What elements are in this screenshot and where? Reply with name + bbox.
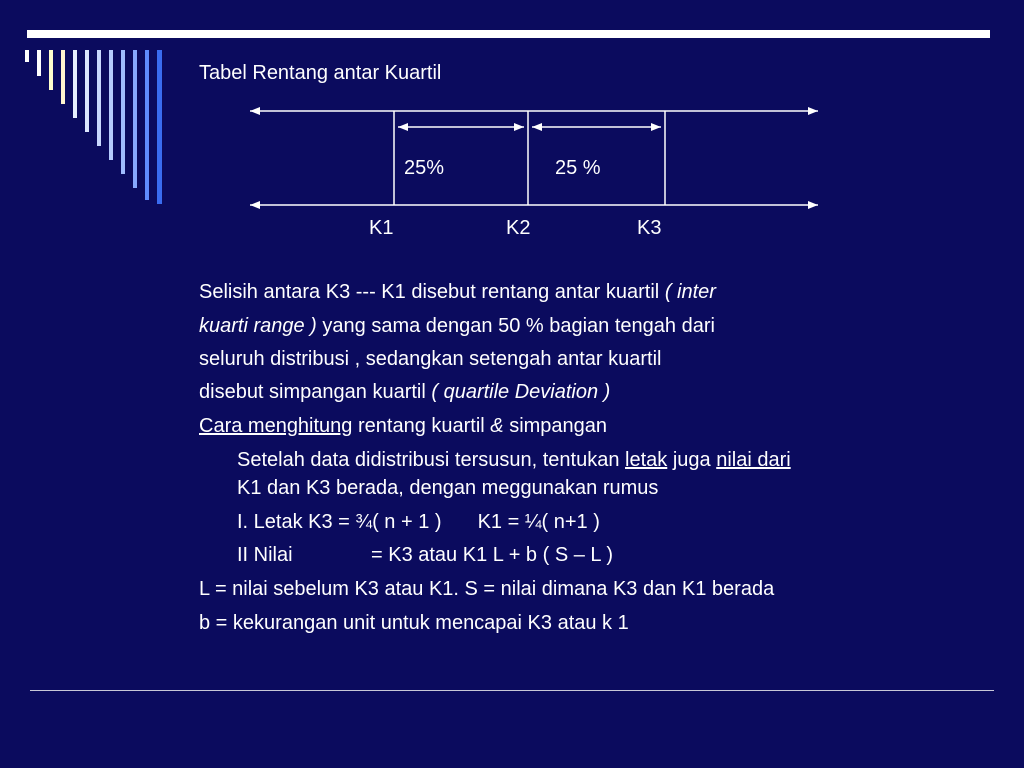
text-kuarti-range: kuarti range ) (199, 315, 317, 337)
text-nilai-formula: = K3 atau K1 L + b ( S – L ) (371, 544, 614, 566)
body-line-11: b = kekurangan unit untuk mencapai K3 atau k 1 (199, 612, 629, 634)
body-line-1 (199, 280, 716, 304)
body-line-7: K1 dan K3 berada, dengan meggunakan rumus (237, 477, 659, 499)
text-simpangan: simpangan (503, 415, 608, 437)
slide-title: Tabel Rentang antar Kuartil (199, 62, 442, 84)
label-k3: K3 (637, 217, 662, 239)
body-line-6 (237, 448, 791, 472)
text-yang-sama: yang sama dengan 50 % bagian tengah dari (316, 315, 715, 337)
text-selisih: Selisih antara K3 --- K1 disebut rentang antar kuartil (199, 281, 665, 303)
body-line-9 (237, 543, 613, 567)
text-nilai-dari: nilai dari (716, 449, 791, 471)
text-letak-k3: I. Letak K3 = ¾( n + 1 ) (237, 511, 442, 533)
body-line-8 (237, 510, 600, 534)
text-ampersand: & (490, 415, 504, 437)
body-line-10: L = nilai sebelum K3 atau K1. S = nilai dimana K3 dan K1 berada (199, 578, 775, 600)
body-line-5 (199, 414, 607, 438)
body-line-3: seluruh distribusi , sedangkan setengah antar kuartil (199, 348, 662, 370)
label-25-right: 25 % (555, 157, 601, 179)
text-setelah: Setelah data didistribusi tersusun, tentukan (237, 449, 626, 471)
body-line-2 (199, 314, 715, 338)
quartile-diagram (0, 0, 1024, 260)
text-simpangan-kuartil: disebut simpangan kuartil (199, 381, 432, 403)
label-k1: K1 (369, 217, 394, 239)
text-letak: letak (625, 449, 668, 471)
text-inter: ( inter (664, 281, 716, 303)
text-ii-nilai: II Nilai (237, 544, 293, 566)
label-25-left: 25% (404, 157, 445, 179)
label-k2: K2 (506, 217, 531, 239)
body-line-4 (199, 380, 610, 404)
text-rentang-kuartil: rentang kuartil (352, 415, 491, 437)
text-cara-menghitung: Cara menghitung (199, 415, 353, 437)
text-quartile-deviation: ( quartile Deviation ) (431, 381, 611, 403)
text-letak-k1: K1 = ¼( n+1 ) (477, 511, 600, 533)
bottom-divider (30, 690, 994, 691)
text-juga: juga (667, 449, 717, 471)
